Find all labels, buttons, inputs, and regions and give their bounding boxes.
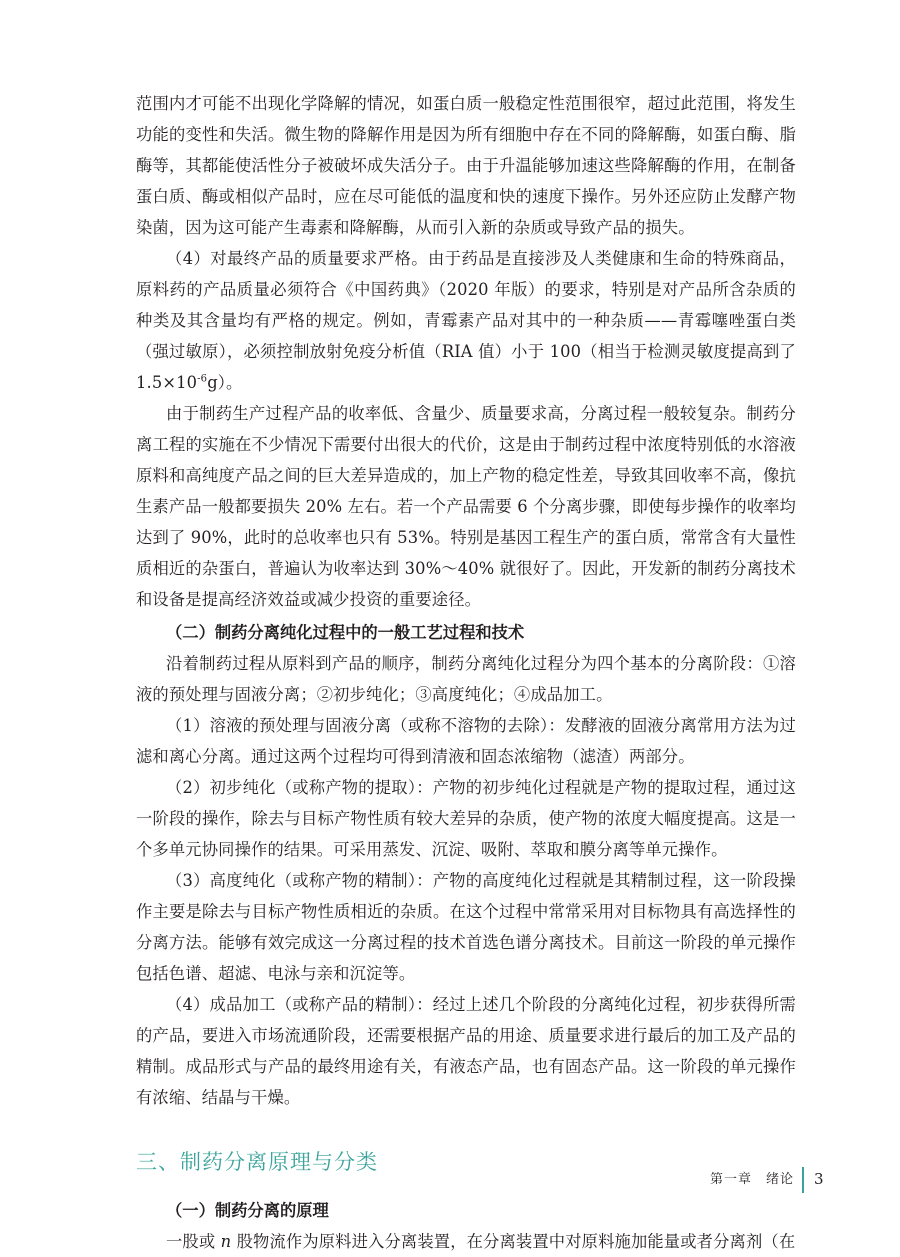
paragraph-stage-3: （3）高度纯化（或称产物的精制）：产物的高度纯化过程就是其精制过程，这一阶段操作主要是除去与目标产物性质相近的杂质。在这个过程中常常采用对目标物具有高选择性的分离方法。能够有效完成这一分离过程的技术首选色谱分离技术。目前这一阶段的单元操作包括色谱、超滤、电泳与亲和沉淀等。 [136,871,796,983]
page-footer [0,1167,900,1195]
paragraph-stages-intro: 沿着制药过程从原料到产品的顺序，制药分离纯化过程分为四个基本的分离阶段：①溶液的预处理与固液分离；②初步纯化；③高度纯化；④成品加工。 [136,654,796,704]
paragraph-yield: 由于制药生产过程产品的收率低、含量少、质量要求高，分离过程一般较复杂。制药分离工程的实施在不少情况下需要付出很大的代价，这是由于制药过程中浓度特别低的水溶液原料和高纯度产品之间的巨大差异造成的，加上产物的稳定性差，导致其回收率不高，像抗生素产品一般都要损失 20% 左右。若一个产品需要 6 个分离步骤，即使每步操作的收率均达到了 90%，此时的总收率也只有 53%。特别是基因工程生产的蛋白质，常常含有大量性质相近的杂蛋白，普遍认为收率达到 30%～40% 就很好了。因此，开发新的制药分离技术和设备是提高经济效益或减少投资的重要途径。 [136,404,796,609]
variable-n: n [220,1232,232,1251]
paragraph-stage-1: （1）溶液的预处理与固液分离（或称不溶物的去除）：发酵液的固液分离常用方法为过滤和离心分离。通过这两个过程均可得到清液和固态浓缩物（滤渣）两部分。 [136,716,796,766]
paragraph-stage-4: （4）成品加工（或称产品的精制）：经过上述几个阶段的分离纯化过程，初步获得所需的产品，要进入市场流通阶段，还需要根据产品的用途、质量要求进行最后的加工及产品的精制。成品形式与产品的最终用途有关，有液态产品，也有固态产品。这一阶段的单元操作有浓缩、结晶与干燥。 [136,995,796,1107]
section-heading-principles: 三、制药分离原理与分类 [136,1150,378,1174]
paragraph-quality-text: （4）对最终产品的质量要求严格。由于药品是直接涉及人类健康和生命的特殊商品，原料药的产品质量必须符合《中国药典》（2020 年版）的要求，特别是对产品所含杂质的种类及其含量均有严格的规定。例如，青霉素产品对其中的一种杂质——青霉噻唑蛋白类（强过敏原），必须控制放射免疫分析值（RIA 值）小于 100（相当于检测灵敏度提高到了 1.5×10 [136,249,796,392]
exponent: -6 [197,373,208,385]
footer-divider [802,1167,804,1193]
paragraph-stage-2: （2）初步纯化（或称产物的提取）：产物的初步纯化过程就是产物的提取过程，通过这一阶段的操作，除去与目标产物性质有较大差异的杂质，使产物的浓度大幅度提高。这是一个多单元协同操作的结果。可采用蒸发、沉淀、吸附、萃取和膜分离等单元操作。 [136,778,796,859]
paragraph-degradation: 范围内才可能不出现化学降解的情况，如蛋白质一般稳定性范围很窄，超过此范围，将发生功能的变性和失活。微生物的降解作用是因为所有细胞中存在不同的降解酶，如蛋白酶、脂酶等，其都能使活性分子被破坏成失活分子。由于升温能够加速这些降解酶的作用，在制备蛋白质、酶或相似产品时，应在尽可能低的温度和快的速度下操作。另外还应防止发酵产物染菌，因为这可能产生毒素和降解酶，从而引入新的杂质或导致产品的损失。 [136,94,796,237]
paragraph-quality-requirements [136,243,796,398]
paragraph-quality-tail: g）。 [207,373,243,392]
paragraph-principle [136,1226,796,1257]
chapter-label: 第一章 绪论 [709,1172,794,1187]
page-number: 3 [814,1170,824,1188]
subheading-process-technology: （二）制药分离纯化过程中的一般工艺过程和技术 [166,623,525,642]
principle-text-end: 股物流作为原料进入分离装置，在分离装置中对原料施加能量或者分离剂（在 [231,1232,796,1251]
subheading-principle: （一）制药分离的原理 [166,1201,329,1220]
page-body [136,88,796,1257]
principle-text-start: 一股或 [166,1232,221,1251]
